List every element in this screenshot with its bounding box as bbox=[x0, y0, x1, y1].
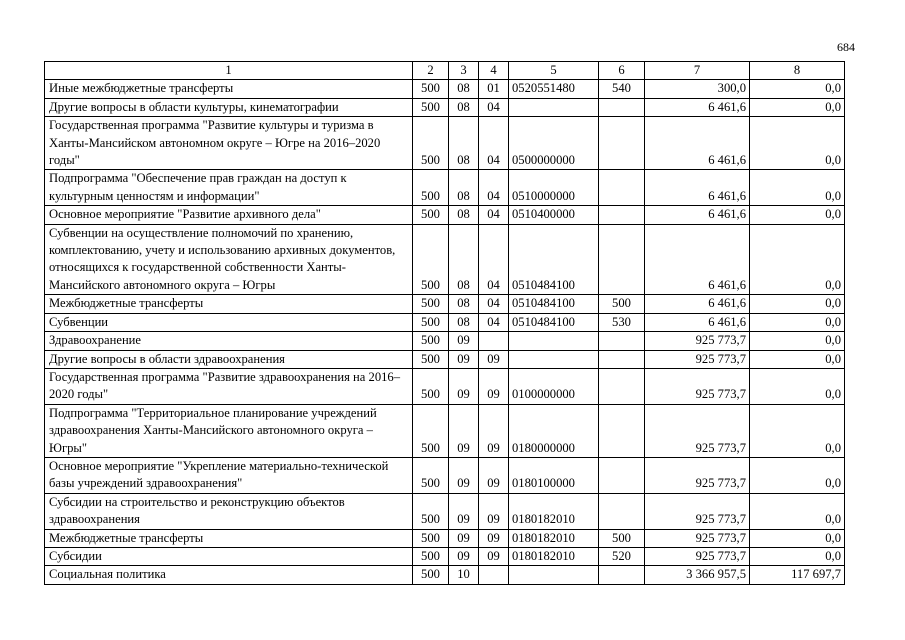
ministry-code-cell: 500 bbox=[413, 206, 449, 224]
ministry-code-cell: 500 bbox=[413, 368, 449, 404]
subsection-code-cell: 04 bbox=[479, 313, 509, 331]
section-code-cell: 08 bbox=[449, 295, 479, 313]
section-code-cell: 09 bbox=[449, 404, 479, 457]
table-row bbox=[45, 313, 845, 331]
target-article-cell: 0510484100 bbox=[509, 224, 599, 295]
amount-secondary-cell: 0,0 bbox=[750, 80, 845, 98]
row-name-cell: Государственная программа "Развитие культуры и туризма в Ханты-Мансийском автономном округе – Югре на 2016–2020 годы" bbox=[45, 117, 413, 170]
row-name-cell: Основное мероприятие "Развитие архивного дела" bbox=[45, 206, 413, 224]
column-header: 3 bbox=[449, 62, 479, 80]
row-name-cell: Здравоохранение bbox=[45, 332, 413, 350]
expense-type-cell bbox=[599, 493, 645, 529]
expense-type-cell: 540 bbox=[599, 80, 645, 98]
row-name-cell: Основное мероприятие "Укрепление материально-технической базы учреждений здравоохранения" bbox=[45, 457, 413, 493]
subsection-code-cell: 04 bbox=[479, 295, 509, 313]
column-header: 8 bbox=[750, 62, 845, 80]
subsection-code-cell: 09 bbox=[479, 493, 509, 529]
expense-type-cell bbox=[599, 566, 645, 584]
ministry-code-cell: 500 bbox=[413, 224, 449, 295]
table-row bbox=[45, 404, 845, 457]
ministry-code-cell: 500 bbox=[413, 547, 449, 565]
row-name-cell: Субвенции bbox=[45, 313, 413, 331]
section-code-cell: 08 bbox=[449, 313, 479, 331]
expense-type-cell bbox=[599, 170, 645, 206]
amount-secondary-cell: 117 697,7 bbox=[750, 566, 845, 584]
amount-cell: 925 773,7 bbox=[645, 457, 750, 493]
ministry-code-cell: 500 bbox=[413, 493, 449, 529]
target-article-cell: 0510000000 bbox=[509, 170, 599, 206]
table-header-row bbox=[45, 62, 845, 80]
subsection-code-cell: 09 bbox=[479, 350, 509, 368]
section-code-cell: 09 bbox=[449, 350, 479, 368]
amount-secondary-cell: 0,0 bbox=[750, 98, 845, 116]
subsection-code-cell: 04 bbox=[479, 206, 509, 224]
expense-type-cell bbox=[599, 457, 645, 493]
row-name-cell: Подпрограмма "Обеспечение прав граждан на доступ к культурным ценностям и информации" bbox=[45, 170, 413, 206]
amount-cell: 925 773,7 bbox=[645, 368, 750, 404]
row-name-cell: Межбюджетные трансферты bbox=[45, 295, 413, 313]
row-name-cell: Другие вопросы в области здравоохранения bbox=[45, 350, 413, 368]
target-article-cell: 0180100000 bbox=[509, 457, 599, 493]
amount-secondary-cell: 0,0 bbox=[750, 350, 845, 368]
target-article-cell: 0510484100 bbox=[509, 313, 599, 331]
table-row bbox=[45, 368, 845, 404]
expense-type-cell bbox=[599, 117, 645, 170]
target-article-cell: 0100000000 bbox=[509, 368, 599, 404]
row-name-cell: Другие вопросы в области культуры, кинематографии bbox=[45, 98, 413, 116]
expense-type-cell bbox=[599, 206, 645, 224]
subsection-code-cell bbox=[479, 566, 509, 584]
section-code-cell: 08 bbox=[449, 224, 479, 295]
table-row bbox=[45, 547, 845, 565]
budget-table bbox=[44, 61, 845, 585]
ministry-code-cell: 500 bbox=[413, 457, 449, 493]
amount-secondary-cell: 0,0 bbox=[750, 224, 845, 295]
row-name-cell: Подпрограмма "Территориальное планирование учреждений здравоохранения Ханты-Мансийского автономного округа – Югры" bbox=[45, 404, 413, 457]
table-row bbox=[45, 98, 845, 116]
amount-cell: 6 461,6 bbox=[645, 313, 750, 331]
subsection-code-cell: 04 bbox=[479, 224, 509, 295]
target-article-cell: 0180182010 bbox=[509, 493, 599, 529]
subsection-code-cell: 09 bbox=[479, 547, 509, 565]
amount-cell: 925 773,7 bbox=[645, 493, 750, 529]
expense-type-cell: 520 bbox=[599, 547, 645, 565]
ministry-code-cell: 500 bbox=[413, 98, 449, 116]
column-header: 5 bbox=[509, 62, 599, 80]
expense-type-cell bbox=[599, 224, 645, 295]
table-row bbox=[45, 493, 845, 529]
row-name-cell: Иные межбюджетные трансферты bbox=[45, 80, 413, 98]
subsection-code-cell: 04 bbox=[479, 98, 509, 116]
target-article-cell bbox=[509, 98, 599, 116]
amount-cell: 3 366 957,5 bbox=[645, 566, 750, 584]
table-row bbox=[45, 457, 845, 493]
section-code-cell: 09 bbox=[449, 368, 479, 404]
row-name-cell: Субсидии bbox=[45, 547, 413, 565]
section-code-cell: 08 bbox=[449, 170, 479, 206]
ministry-code-cell: 500 bbox=[413, 566, 449, 584]
section-code-cell: 09 bbox=[449, 529, 479, 547]
subsection-code-cell: 09 bbox=[479, 457, 509, 493]
row-name-cell: Межбюджетные трансферты bbox=[45, 529, 413, 547]
subsection-code-cell bbox=[479, 332, 509, 350]
target-article-cell: 0180182010 bbox=[509, 547, 599, 565]
table-row bbox=[45, 295, 845, 313]
section-code-cell: 09 bbox=[449, 332, 479, 350]
amount-cell: 300,0 bbox=[645, 80, 750, 98]
subsection-code-cell: 09 bbox=[479, 529, 509, 547]
ministry-code-cell: 500 bbox=[413, 117, 449, 170]
section-code-cell: 09 bbox=[449, 547, 479, 565]
ministry-code-cell: 500 bbox=[413, 295, 449, 313]
table-row bbox=[45, 206, 845, 224]
target-article-cell: 0180000000 bbox=[509, 404, 599, 457]
subsection-code-cell: 04 bbox=[479, 117, 509, 170]
target-article-cell: 0510484100 bbox=[509, 295, 599, 313]
ministry-code-cell: 500 bbox=[413, 404, 449, 457]
column-header: 2 bbox=[413, 62, 449, 80]
amount-cell: 6 461,6 bbox=[645, 224, 750, 295]
row-name-cell: Государственная программа "Развитие здравоохранения на 2016–2020 годы" bbox=[45, 368, 413, 404]
section-code-cell: 08 bbox=[449, 206, 479, 224]
expense-type-cell bbox=[599, 350, 645, 368]
amount-secondary-cell: 0,0 bbox=[750, 206, 845, 224]
amount-secondary-cell: 0,0 bbox=[750, 170, 845, 206]
amount-cell: 6 461,6 bbox=[645, 117, 750, 170]
table-row bbox=[45, 529, 845, 547]
ministry-code-cell: 500 bbox=[413, 313, 449, 331]
expense-type-cell: 500 bbox=[599, 295, 645, 313]
amount-secondary-cell: 0,0 bbox=[750, 404, 845, 457]
amount-cell: 925 773,7 bbox=[645, 547, 750, 565]
expense-type-cell bbox=[599, 368, 645, 404]
column-header: 1 bbox=[45, 62, 413, 80]
expense-type-cell: 500 bbox=[599, 529, 645, 547]
column-header: 4 bbox=[479, 62, 509, 80]
amount-cell: 925 773,7 bbox=[645, 332, 750, 350]
amount-secondary-cell: 0,0 bbox=[750, 529, 845, 547]
row-name-cell: Социальная политика bbox=[45, 566, 413, 584]
target-article-cell: 0500000000 bbox=[509, 117, 599, 170]
expense-type-cell: 530 bbox=[599, 313, 645, 331]
ministry-code-cell: 500 bbox=[413, 529, 449, 547]
table-row bbox=[45, 170, 845, 206]
ministry-code-cell: 500 bbox=[413, 350, 449, 368]
row-name-cell: Субвенции на осуществление полномочий по хранению, комплектованию, учету и использованию архивных документов, относящихся к государственной собственности Ханты-Мансийского автономного округа – Югры bbox=[45, 224, 413, 295]
amount-secondary-cell: 0,0 bbox=[750, 295, 845, 313]
ministry-code-cell: 500 bbox=[413, 80, 449, 98]
target-article-cell: 0510400000 bbox=[509, 206, 599, 224]
subsection-code-cell: 09 bbox=[479, 404, 509, 457]
amount-cell: 925 773,7 bbox=[645, 350, 750, 368]
amount-secondary-cell: 0,0 bbox=[750, 332, 845, 350]
column-header: 7 bbox=[645, 62, 750, 80]
section-code-cell: 08 bbox=[449, 80, 479, 98]
table-row bbox=[45, 332, 845, 350]
row-name-cell: Субсидии на строительство и реконструкцию объектов здравоохранения bbox=[45, 493, 413, 529]
target-article-cell: 0180182010 bbox=[509, 529, 599, 547]
section-code-cell: 09 bbox=[449, 457, 479, 493]
table-row bbox=[45, 350, 845, 368]
amount-cell: 6 461,6 bbox=[645, 206, 750, 224]
amount-cell: 6 461,6 bbox=[645, 170, 750, 206]
section-code-cell: 09 bbox=[449, 493, 479, 529]
target-article-cell: 0520551480 bbox=[509, 80, 599, 98]
target-article-cell bbox=[509, 332, 599, 350]
subsection-code-cell: 04 bbox=[479, 170, 509, 206]
expense-type-cell bbox=[599, 332, 645, 350]
amount-cell: 925 773,7 bbox=[645, 404, 750, 457]
section-code-cell: 10 bbox=[449, 566, 479, 584]
amount-secondary-cell: 0,0 bbox=[750, 117, 845, 170]
table-row bbox=[45, 117, 845, 170]
expense-type-cell bbox=[599, 98, 645, 116]
table-row bbox=[45, 224, 845, 295]
section-code-cell: 08 bbox=[449, 98, 479, 116]
target-article-cell bbox=[509, 350, 599, 368]
ministry-code-cell: 500 bbox=[413, 332, 449, 350]
amount-secondary-cell: 0,0 bbox=[750, 457, 845, 493]
amount-secondary-cell: 0,0 bbox=[750, 493, 845, 529]
amount-secondary-cell: 0,0 bbox=[750, 547, 845, 565]
subsection-code-cell: 09 bbox=[479, 368, 509, 404]
subsection-code-cell: 01 bbox=[479, 80, 509, 98]
section-code-cell: 08 bbox=[449, 117, 479, 170]
ministry-code-cell: 500 bbox=[413, 170, 449, 206]
page-number: 684 bbox=[837, 40, 855, 54]
amount-cell: 925 773,7 bbox=[645, 529, 750, 547]
amount-secondary-cell: 0,0 bbox=[750, 368, 845, 404]
amount-secondary-cell: 0,0 bbox=[750, 313, 845, 331]
column-header: 6 bbox=[599, 62, 645, 80]
amount-cell: 6 461,6 bbox=[645, 295, 750, 313]
table-row bbox=[45, 566, 845, 584]
amount-cell: 6 461,6 bbox=[645, 98, 750, 116]
table-row bbox=[45, 80, 845, 98]
expense-type-cell bbox=[599, 404, 645, 457]
target-article-cell bbox=[509, 566, 599, 584]
